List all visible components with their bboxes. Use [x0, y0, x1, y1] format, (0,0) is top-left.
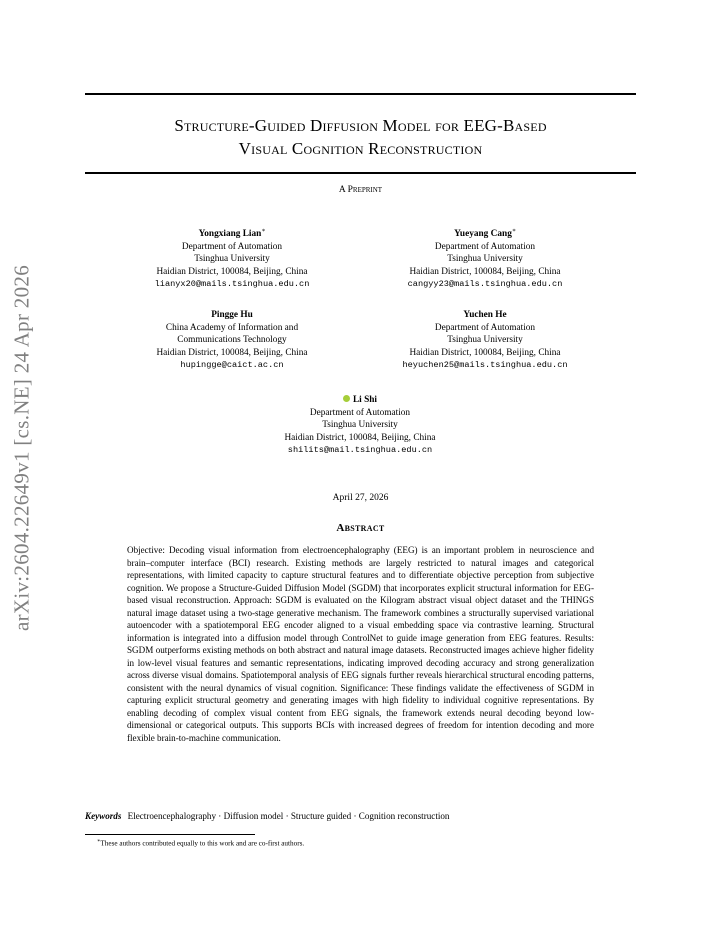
- author-affiliation-line: Haidian District, 100084, Beijing, China: [284, 432, 436, 443]
- author-name: Li Shi: [255, 394, 465, 407]
- paper-title-line-1: Structure-Guided Diffusion Model for EEG-Based: [174, 116, 547, 135]
- orcid-icon[interactable]: [343, 395, 350, 402]
- co-first-author-mark: ∗: [511, 228, 516, 234]
- author-affiliation-line: Communications Technology: [177, 335, 287, 346]
- author-block-cang: [380, 225, 590, 291]
- paper-title-line-2: Visual Cognition Reconstruction: [238, 139, 483, 158]
- author-affiliation-line: Tsinghua University: [447, 254, 523, 265]
- footnote-mark: ∗: [97, 839, 101, 844]
- author-affiliation-line: Haidian District, 100084, Beijing, China: [409, 347, 561, 358]
- footnote: [97, 838, 304, 847]
- author-affiliation-line: Department of Automation: [181, 241, 283, 252]
- author-affiliation-line: Department of Automation: [434, 241, 536, 252]
- author-email[interactable]: heyuchen25@mails.tsinghua.edu.cn: [402, 360, 568, 371]
- author-email[interactable]: cangyy23@mails.tsinghua.edu.cn: [407, 279, 563, 290]
- arxiv-identifier: arXiv:2604.22649v1 [cs.NE] 24 Apr 2026: [9, 264, 34, 632]
- author-affiliation-line: Haidian District, 100084, Beijing, China: [409, 266, 561, 277]
- author-affiliation-line: Tsinghua University: [322, 420, 398, 431]
- author-name: Yueyang Cang∗: [454, 228, 516, 240]
- title-top-rule: [85, 93, 636, 95]
- author-affiliation-line: Department of Automation: [309, 407, 411, 418]
- footnote-rule: [85, 834, 255, 835]
- author-block-shi: [255, 394, 465, 457]
- author-affiliation-line: China Academy of Information and: [165, 322, 299, 333]
- author-affiliation-line: Tsinghua University: [194, 254, 270, 265]
- title-bottom-rule: [85, 172, 636, 174]
- author-affiliation-line: Tsinghua University: [447, 335, 523, 346]
- author-affiliation-line: Department of Automation: [434, 322, 536, 333]
- author-affiliation-line: Haidian District, 100084, Beijing, China: [156, 266, 308, 277]
- co-first-author-mark: ∗: [261, 228, 266, 234]
- author-email[interactable]: lianyx20@mails.tsinghua.edu.cn: [154, 279, 310, 290]
- keywords-line: [85, 811, 645, 821]
- footnote-text: These authors contributed equally to this work and are co-first authors.: [100, 839, 305, 848]
- abstract-body: Objective: Decoding visual information from electroencephalography (EEG) is an important problem in neuroscience and brain–computer interface (BCI) research. Existing methods are largely restricted to natural images and categorical representations, with limited capacity to capture structural features and to differentiate objective perception from subjective cognition. We propose a Structure-Guided Diffusion Model (SGDM) that incorporates explicit structural information for EEG-based visual reconstruction. Approach: SGDM is evaluated on the Kilogram abstract visual object dataset and the THINGS natural image dataset using a two-stage generative mechanism. The framework combines a structurally supervised variational autoencoder with a spatiotemporal EEG encoder aligned to a visual embedding space via contrastive learning. Structural information is integrated into a diffusion model through ControlNet to guide image generation from EEG features. Results: SGDM outperforms existing methods on both abstract and natural image datasets. Reconstructed images achieve higher fidelity in low-level visual features and semantic representations, indicating improved decoding accuracy and strong generalization across diverse visual domains. Spatiotemporal analysis of EEG signals further reveals hierarchical structural encoding patterns, consistent with the neural dynamics of visual cognition. Significance: These findings validate the effectiveness of SGDM in capturing explicit structural geometry and generating images with high fidelity to individual cognitive representations. By enabling decoding of complex visual content from EEG signals, the framework extends neural decoding beyond low-dimensional or categorical outputs. This supports BCIs with increased degrees of freedom for intention decoding and more flexible brain-to-machine communication.: [127, 545, 594, 743]
- author-block-he: [380, 309, 590, 372]
- author-affiliation-line: Haidian District, 100084, Beijing, China: [156, 347, 308, 358]
- keywords-text: Electroencephalography · Diffusion model · Structure guided · Cognition reconstruction: [127, 811, 450, 821]
- author-email[interactable]: hupingge@caict.ac.cn: [180, 360, 284, 371]
- author-name: Yuchen He: [463, 310, 507, 320]
- author-email[interactable]: shilits@mail.tsinghua.edu.cn: [287, 445, 433, 456]
- author-block-lian: [127, 225, 337, 291]
- author-block-hu: [127, 309, 337, 372]
- paper-title: [85, 114, 636, 160]
- author-name: Pingge Hu: [211, 310, 253, 320]
- author-name: Yongxiang Lian∗: [198, 228, 266, 240]
- preprint-label: A Preprint: [338, 185, 383, 195]
- paper-date: April 27, 2026: [332, 493, 389, 503]
- abstract-heading: Abstract: [336, 522, 385, 534]
- keywords-label: Keywords: [85, 811, 122, 821]
